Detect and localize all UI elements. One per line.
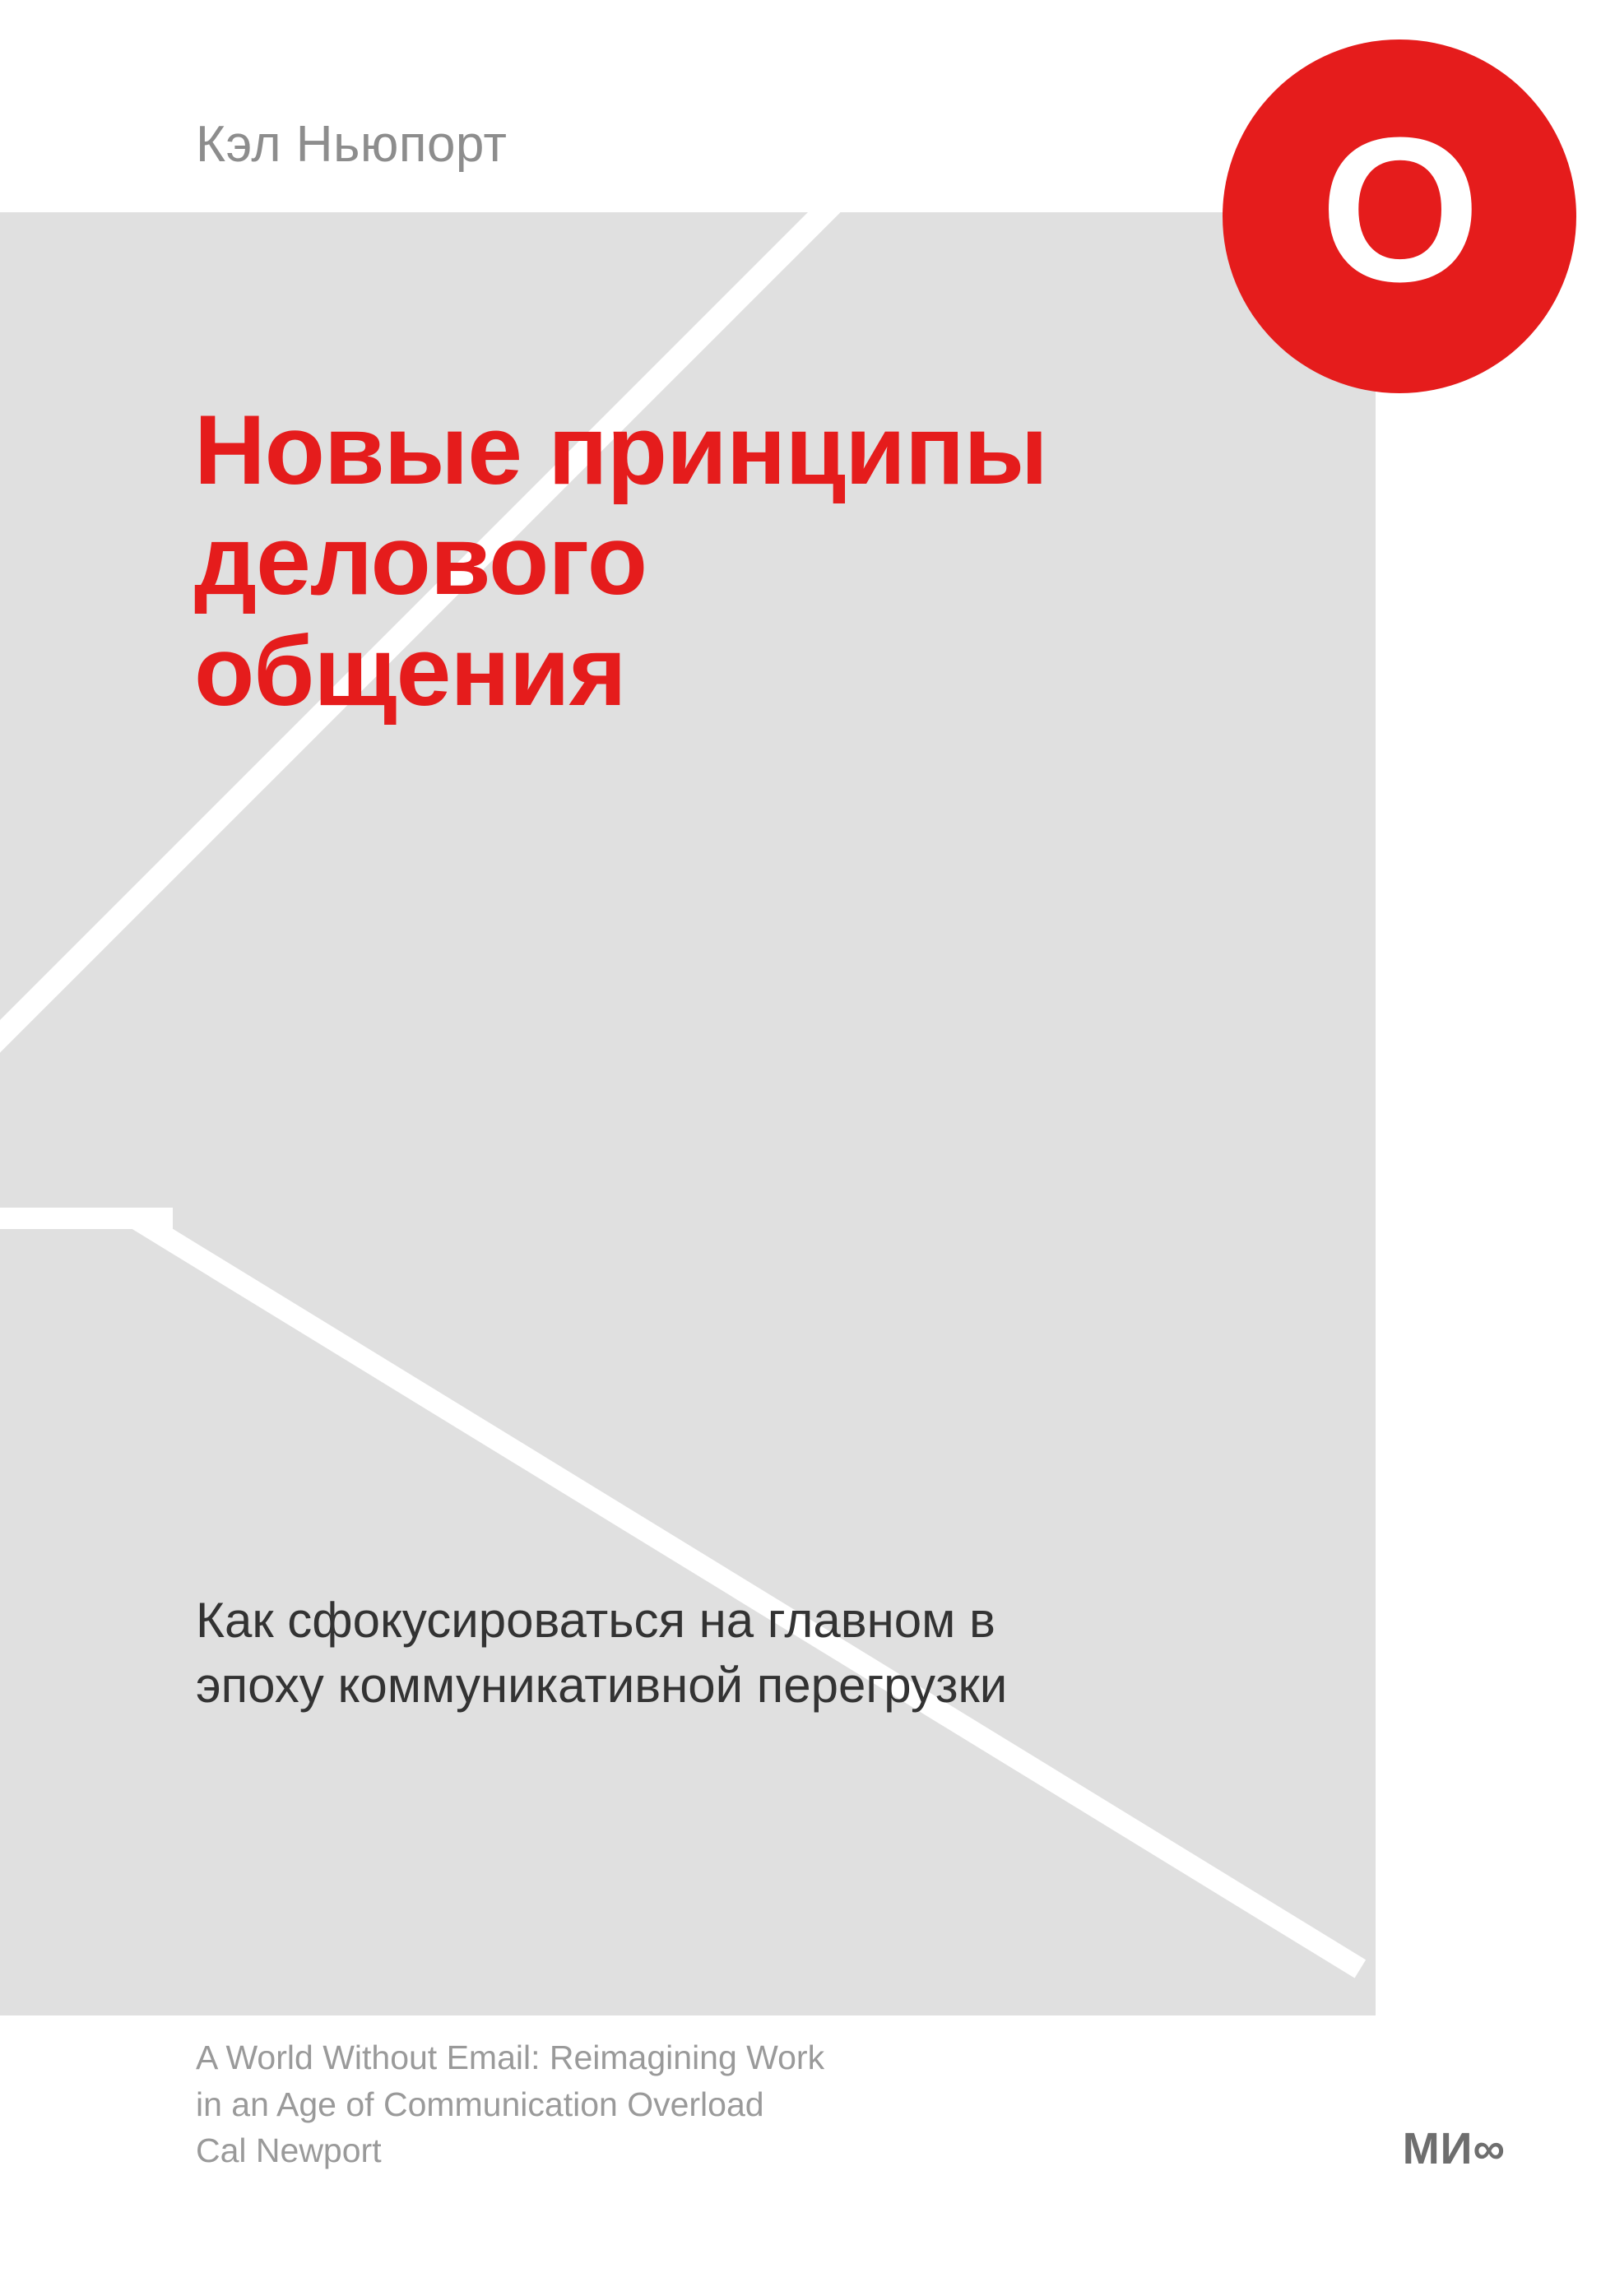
original-title-line-2: in an Age of Communication Overload xyxy=(196,2085,764,2123)
badge-letter: O xyxy=(1320,95,1479,324)
publisher-logo: МИ∞ xyxy=(1402,2124,1506,2173)
red-circle-badge xyxy=(1223,39,1576,393)
author-name: Кэл Ньюпорт xyxy=(196,116,508,173)
page-title: Новые принципы делового общения xyxy=(194,395,1047,726)
original-title-line-1: A World Without Email: Reimagining Work xyxy=(196,2039,825,2077)
subtitle: Как сфокусироваться на главном в эпоху коммуникативной перегрузки xyxy=(196,1593,1008,1714)
original-author-line: Cal Newport xyxy=(196,2131,382,2170)
original-title-block xyxy=(196,2034,1142,2174)
